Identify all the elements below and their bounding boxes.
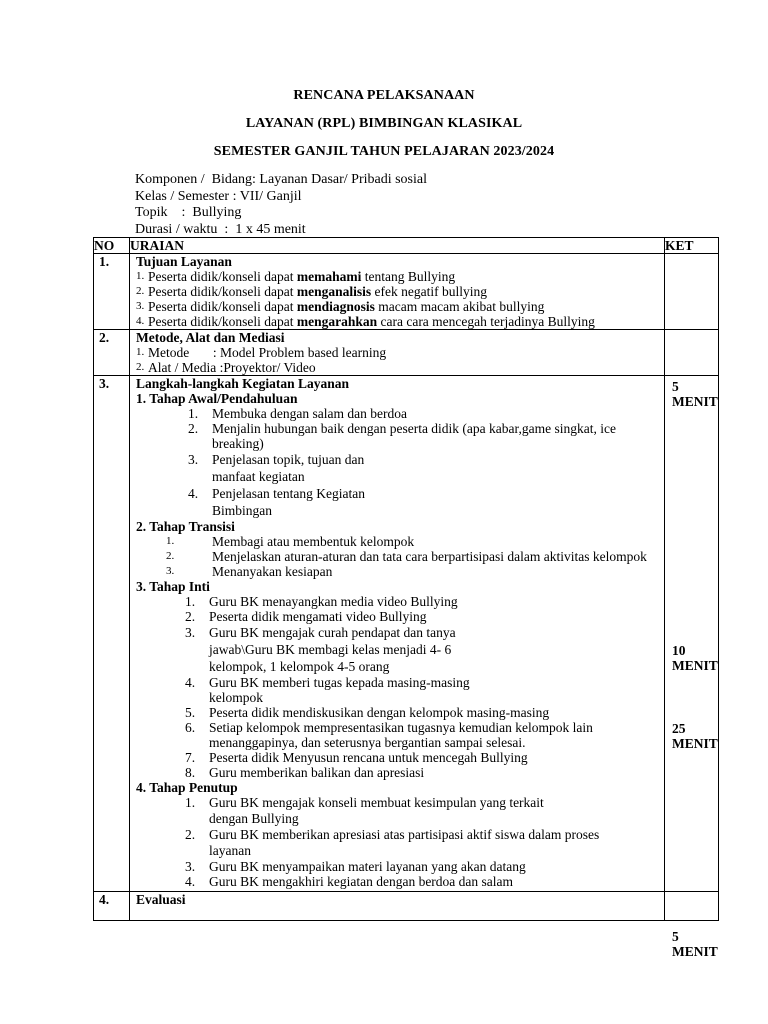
section-title: Metode, Alat dan Mediasi <box>136 330 285 345</box>
doc-title-line-2: LAYANAN (RPL) BIMBINGAN KLASIKAL <box>245 116 523 131</box>
section-langkah <box>130 376 665 892</box>
ket-transisi: 10 MENIT <box>672 643 718 673</box>
section-title: Evaluasi <box>136 892 186 907</box>
meta-durasi: Durasi / waktu : 1 x 45 menit <box>135 221 306 237</box>
ket-cell <box>665 376 719 959</box>
list-item: 1. Membuka dengan salam dan berdoa <box>188 406 407 421</box>
header-no: NO <box>94 238 130 254</box>
list-item: 6. Setiap kelompok mempresentasikan tugasnya kemudian kelompok lain menanggapinya, dan seterusnya bergantian sampai selesai. <box>185 720 593 750</box>
section-title: Tujuan Layanan <box>136 254 232 269</box>
row-number: 1. <box>94 254 130 330</box>
row-number: 4. <box>94 892 130 921</box>
meta-topik: Topik : Bullying <box>135 205 242 220</box>
list-item: 8. Guru memberikan balikan dan apresiasi <box>185 765 425 780</box>
row-number: 2. <box>94 330 130 376</box>
section-evaluasi <box>130 892 665 921</box>
list-item: 2. Guru BK memberikan apresiasi atas partisipasi aktif siswa dalam proses layanan <box>185 827 600 858</box>
list-item: 1. Metode : Model Problem based learning <box>136 345 387 360</box>
table-row-metode <box>94 330 719 376</box>
list-item: 3. Menanyakan kesiapan <box>166 564 333 579</box>
list-item: 2. Peserta didik mengamati video Bullying <box>185 609 427 624</box>
ket-cell <box>665 892 719 921</box>
row-number: 3. <box>94 376 130 892</box>
table-row-langkah <box>94 376 719 892</box>
ket-inti: 25 MENIT <box>672 721 718 751</box>
list-item: 1. Membagi atau membentuk kelompok <box>166 534 415 549</box>
ket-awal: 5 MENIT <box>672 379 718 409</box>
list-item: 2. Alat / Media :Proyektor/ Video <box>136 360 316 375</box>
tahap-transisi-label: 2. Tahap Transisi <box>136 519 235 534</box>
list-item: 3. Guru BK menyampaikan materi layanan yang akan datang <box>185 859 526 874</box>
header-ket: KET <box>665 238 719 254</box>
section-title: Langkah-langkah Kegiatan Layanan <box>136 376 350 391</box>
table-row-tujuan <box>94 254 719 330</box>
table-row-evaluasi <box>94 892 719 921</box>
section-tujuan <box>130 254 665 330</box>
list-item: 4. Penjelasan tentang Kegiatan Bimbingan <box>188 486 365 518</box>
plan-table <box>93 237 719 959</box>
tahap-penutup-label: 4. Tahap Penutup <box>136 780 238 795</box>
header-uraian: URAIAN <box>130 238 665 254</box>
list-item: 4. Guru BK memberi tugas kepada masing-masing kelompok <box>185 675 470 705</box>
ket-cell <box>665 330 719 376</box>
ket-cell <box>665 254 719 330</box>
meta-block <box>135 172 427 238</box>
list-item: 2. Menjelaskan aturan-aturan dan tata cara berpartisipasi dalam aktivitas kelompok <box>166 549 647 564</box>
doc-title-line-3: SEMESTER GANJIL TAHUN PELAJARAN 2023/2024 <box>213 144 555 159</box>
list-item: 1. Peserta didik/konseli dapat memahami tentang Bullying <box>136 269 456 284</box>
ket-penutup: 5 MENIT <box>672 929 718 959</box>
list-item: 7. Peserta didik Menyusun rencana untuk mencegah Bullying <box>185 750 528 765</box>
list-item: 5. Peserta didik mendiskusikan dengan kelompok masing-masing <box>185 705 550 720</box>
meta-kelas: Kelas / Semester : VII/ Ganjil <box>135 188 302 204</box>
list-item: 3. Peserta didik/konseli dapat mendiagnosis macam macam akibat bullying <box>136 299 545 314</box>
list-item: 2. Menjalin hubungan baik dengan peserta didik (apa kabar,game singkat, ice breaking) <box>188 421 616 451</box>
table-header-row <box>94 238 719 254</box>
list-item: 4. Peserta didik/konseli dapat mengarahkan cara cara mencegah terjadinya Bullying <box>136 314 595 329</box>
tahap-awal-label: 1. Tahap Awal/Pendahuluan <box>136 391 298 406</box>
list-item: 1. Guru BK mengajak konseli membuat kesimpulan yang terkait dengan Bullying <box>185 795 544 826</box>
tahap-inti-label: 3. Tahap Inti <box>136 579 210 594</box>
list-item: 1. Guru BK menayangkan media video Bullying <box>185 594 458 609</box>
list-item: 2. Peserta didik/konseli dapat menganalisis efek negatif bullying <box>136 284 487 299</box>
doc-title-line-1: RENCANA PELAKSANAAN <box>293 88 475 103</box>
list-item: 4. Guru BK mengakhiri kegiatan dengan berdoa dan salam <box>185 874 514 889</box>
list-item: 3. Penjelasan topik, tujuan dan manfaat kegiatan <box>188 452 365 484</box>
list-item: 3. Guru BK mengajak curah pendapat dan tanya jawab\Guru BK membagi kelas menjadi 4- 6 kelompok, 1 kelompok 4-5 orang <box>185 625 456 674</box>
section-metode <box>130 330 665 376</box>
meta-komponen: Komponen / Bidang: Layanan Dasar/ Pribadi sosial <box>135 172 427 187</box>
